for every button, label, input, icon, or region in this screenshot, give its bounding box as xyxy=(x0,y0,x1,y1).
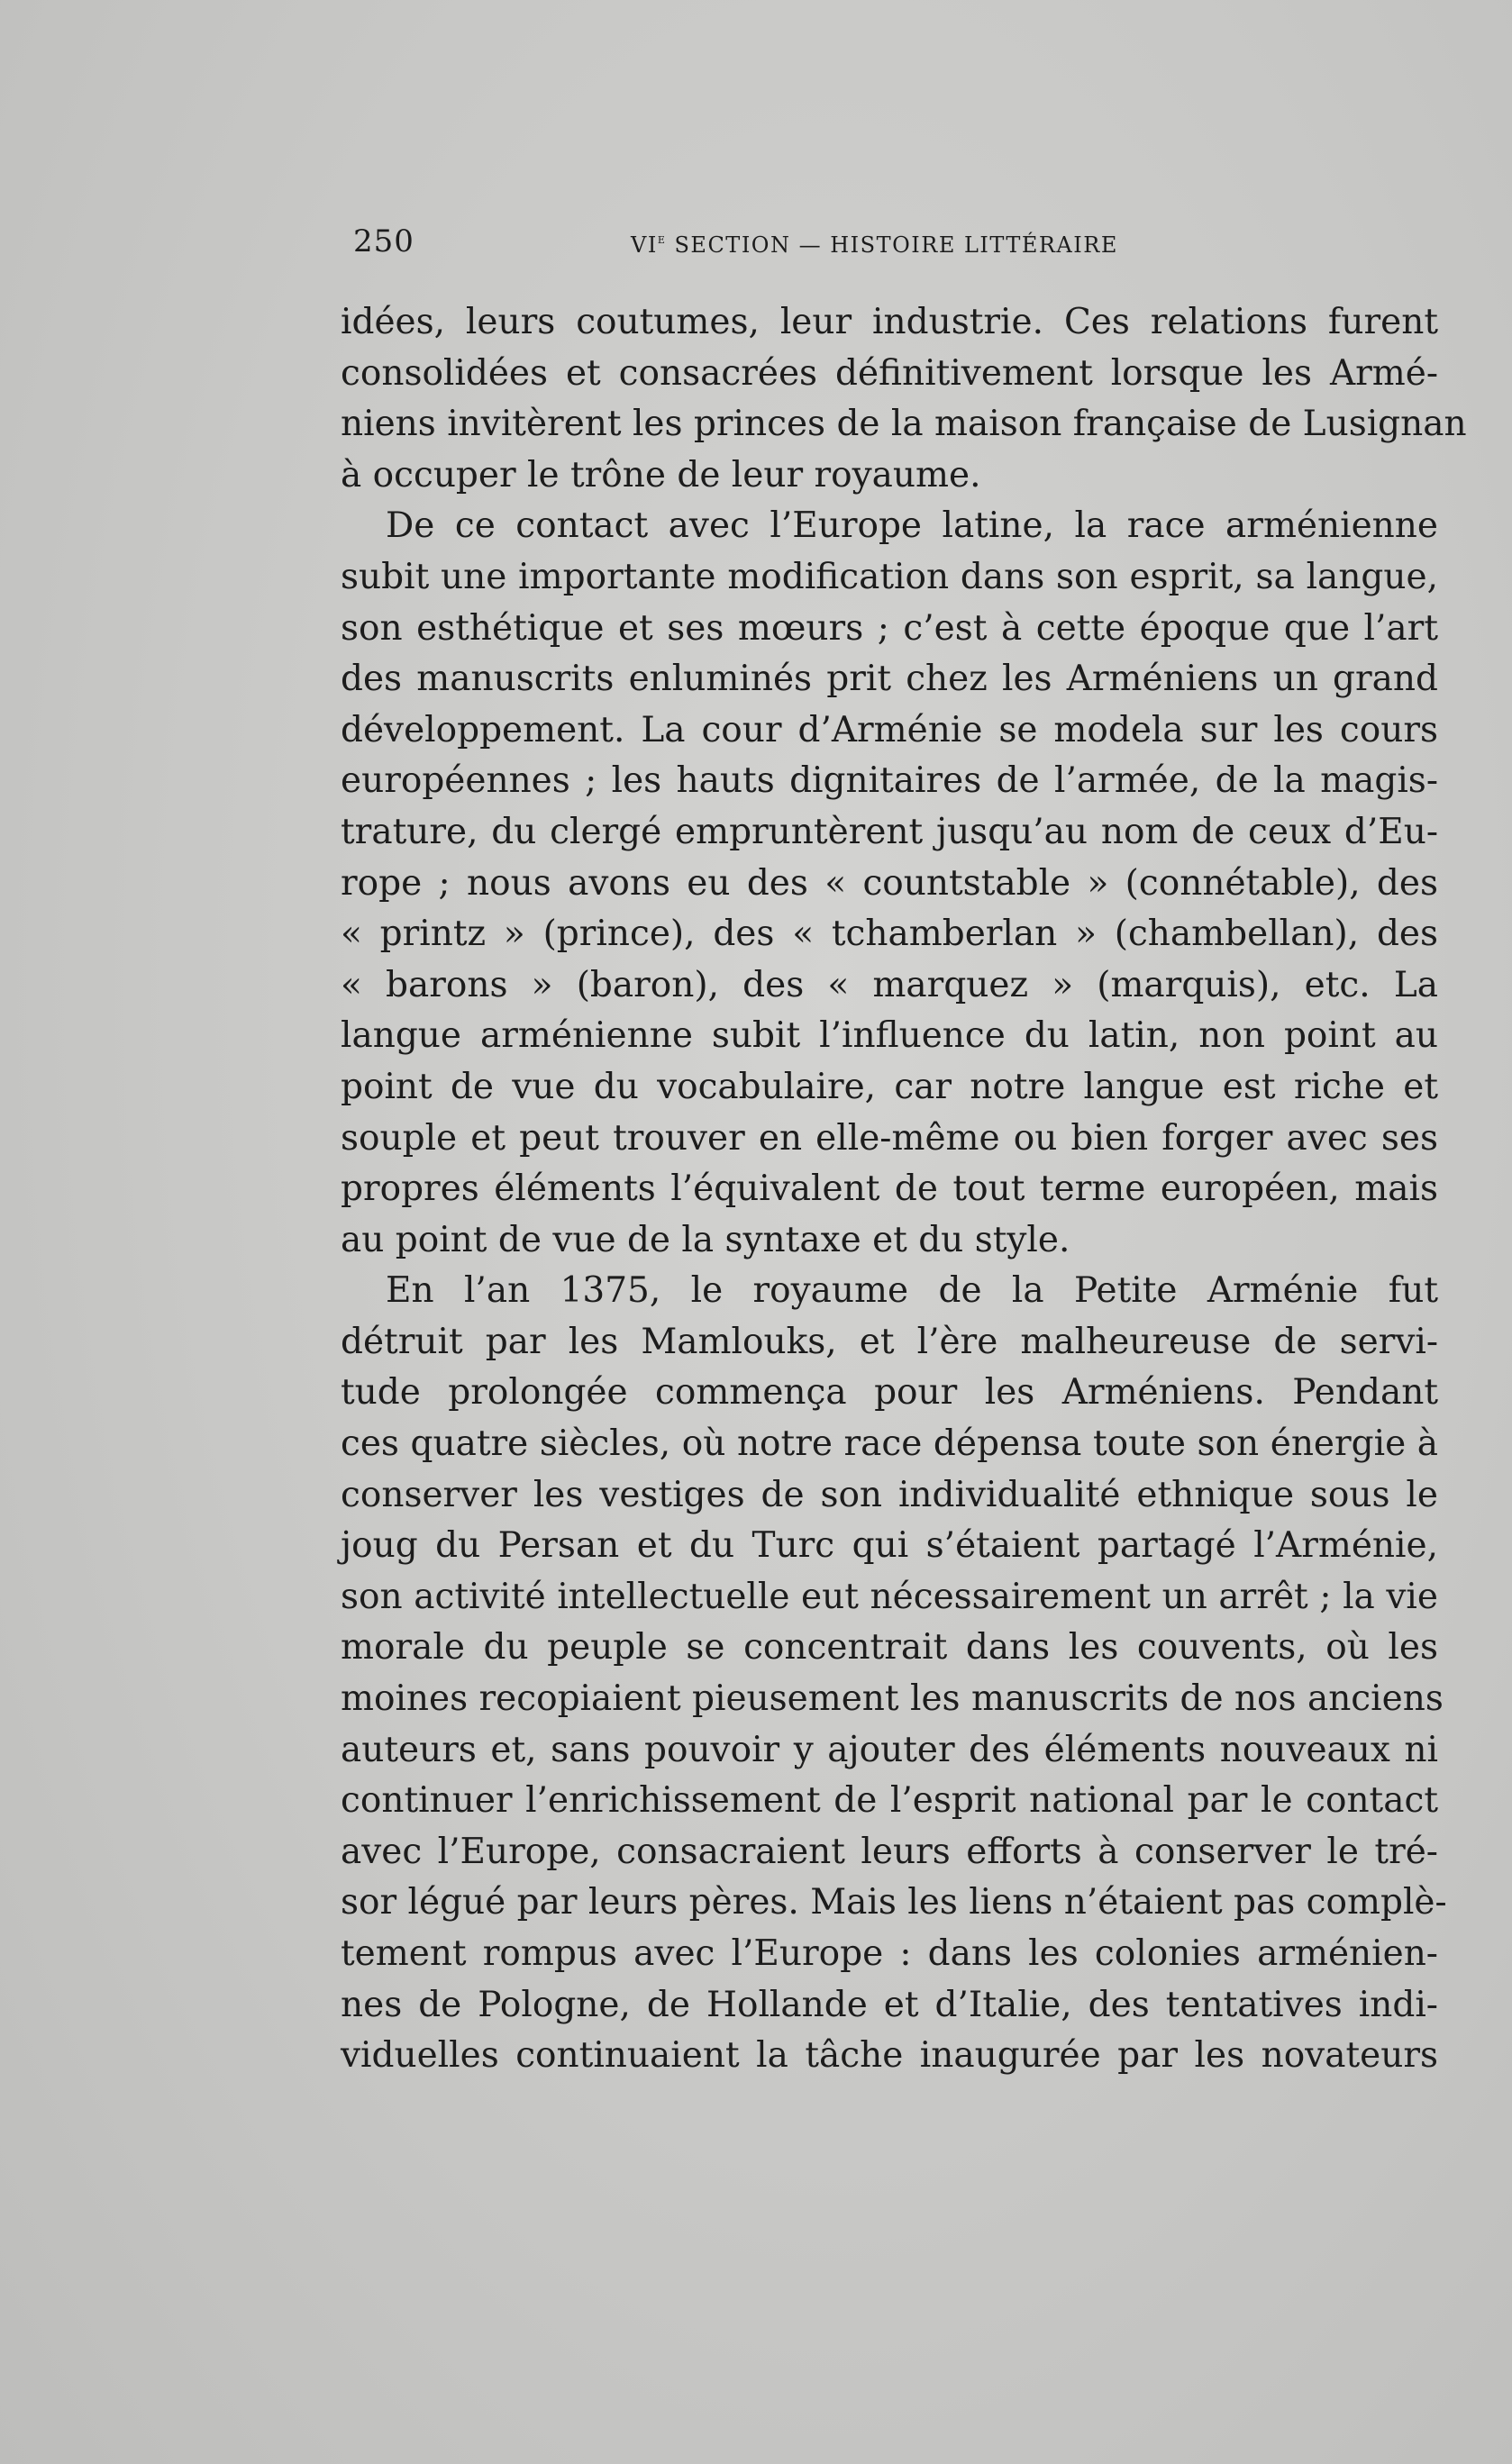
text-line: tement rompus avec l’Europe : dans les colonies arménien- xyxy=(341,1933,1438,1974)
text-line: « printz » (prince), des « tchamberlan » (chambellan), des xyxy=(341,914,1438,955)
text-line: son activité intellectuelle eut nécessairement un arrêt ; la vie xyxy=(341,1576,1438,1617)
section-superscript: e xyxy=(657,231,667,247)
running-header xyxy=(346,223,1157,259)
text-line: rope ; nous avons eu des « countstable » (connétable), des xyxy=(341,862,1438,904)
text-line: niens invitèrent les princes de la maison française de Lusignan xyxy=(341,404,1467,445)
text-line: à occuper le trône de leur royaume. xyxy=(341,454,981,496)
text-line: continuer l’enrichissement de l’esprit national par le contact xyxy=(341,1780,1438,1822)
text-line: morale du peuple se concentrait dans les couvents, où les xyxy=(341,1627,1438,1668)
text-line: européennes ; les hauts dignitaires de l’armée, de la magis- xyxy=(341,760,1438,802)
text-line: nes de Pologne, de Hollande et d’Italie, des tentatives indi- xyxy=(341,1984,1438,2025)
text-line: joug du Persan et du Turc qui s’étaient partagé l’Arménie, xyxy=(341,1525,1438,1567)
text-line: souple et peut trouver en elle-même ou bien forger avec ses xyxy=(341,1117,1438,1159)
section-numeral: VI xyxy=(631,232,658,258)
body-text xyxy=(341,297,1467,2082)
text-line: son esthétique et ses mœurs ; c’est à cette époque que l’art xyxy=(341,607,1438,649)
text-line: viduelles continuaient la tâche inaugurée par les novateurs xyxy=(341,2035,1438,2077)
text-line: En l’an 1375, le royaume de la Petite Arménie fut xyxy=(386,1270,1438,1312)
text-line: développement. La cour d’Arménie se modela sur les cours xyxy=(341,709,1438,750)
text-line: propres éléments l’équivalent de tout terme européen, mais xyxy=(341,1168,1438,1210)
text-line: détruit par les Mamlouks, et l’ère malheureuse de servi- xyxy=(341,1321,1438,1362)
text-line: avec l’Europe, consacraient leurs efforts à conserver le tré- xyxy=(341,1831,1438,1872)
text-line: tude prolongée commença pour les Arméniens. Pendant xyxy=(341,1372,1438,1414)
text-line: auteurs et, sans pouvoir y ajouter des éléments nouveaux ni xyxy=(341,1729,1438,1770)
text-line: point de vue du vocabulaire, car notre langue est riche et xyxy=(341,1066,1438,1107)
running-head-title xyxy=(631,231,1118,258)
text-line: « barons » (baron), des « marquez » (marquis), etc. La xyxy=(341,964,1438,1005)
text-line: idées, leurs coutumes, leur industrie. Ces relations furent xyxy=(341,302,1438,342)
text-line: langue arménienne subit l’influence du latin, non point au xyxy=(341,1015,1438,1057)
text-line: au point de vue de la syntaxe et du style. xyxy=(341,1219,1070,1260)
text-line: des manuscrits enluminés prit chez les Arméniens un grand xyxy=(341,659,1438,700)
text-line: subit une importante modification dans son esprit, sa langue, xyxy=(341,556,1438,597)
text-line: moines recopiaient pieusement les manuscrits de nos anciens xyxy=(341,1678,1444,1720)
text-line: sor légué par leurs pères. Mais les liens n’étaient pas complè- xyxy=(341,1882,1447,1923)
text-line: ces quatre siècles, où notre race dépensa toute son énergie à xyxy=(341,1423,1438,1465)
text-line: trature, du clergé empruntèrent jusqu’au nom de ceux d’Eu- xyxy=(341,811,1438,852)
text-line: De ce contact avec l’Europe latine, la race arménienne xyxy=(386,505,1438,547)
section-title: SECTION — HISTOIRE LITTÉRAIRE xyxy=(674,232,1118,258)
text-line: consolidées et consacrées définitivement lorsque les Armé- xyxy=(341,352,1438,394)
text-line: conserver les vestiges de son individualité ethnique sous le xyxy=(341,1474,1438,1515)
page-number: 250 xyxy=(353,223,414,259)
